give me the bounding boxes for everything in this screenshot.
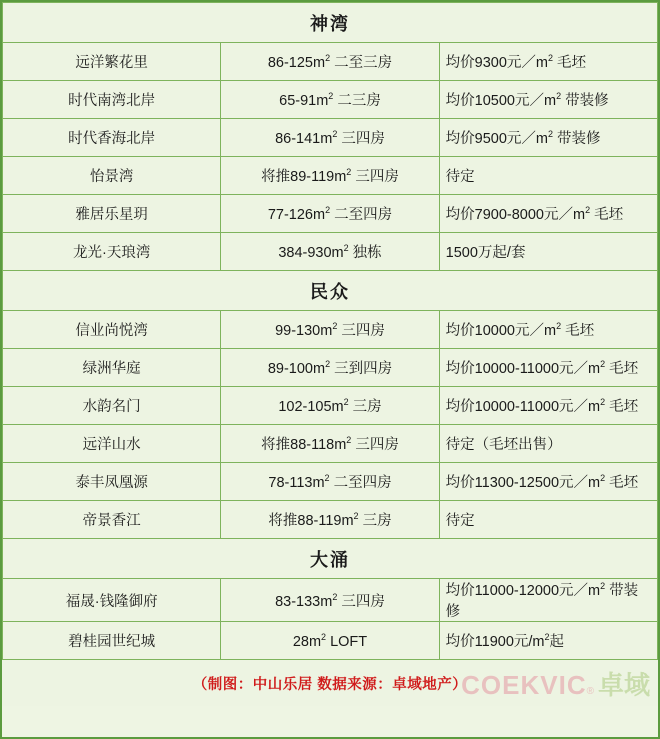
- table-row[interactable]: [3, 119, 658, 157]
- project-price: 待定: [439, 501, 657, 539]
- project-area: 将推$88-118m^2$ 三四房: [221, 425, 439, 463]
- section-header-row: [3, 539, 658, 579]
- project-area: $384-930m^2$ 独栋: [221, 233, 439, 271]
- project-name: 绿洲华庭: [3, 349, 221, 387]
- project-price: 均价7900-8000元$/m^2$ 毛坯: [439, 195, 657, 233]
- project-area: $86-141m^2$ 三四房: [221, 119, 439, 157]
- table-row[interactable]: [3, 349, 658, 387]
- project-price: 均价9300元$/m^2$ 毛坯: [439, 43, 657, 81]
- project-name: 远洋繁花里: [3, 43, 221, 81]
- section-title: 神湾: [3, 3, 658, 43]
- project-area: $28m^2$ LOFT: [221, 622, 439, 660]
- project-area: 将推$88-119m^2$ 三房: [221, 501, 439, 539]
- project-name: 碧桂园世纪城: [3, 622, 221, 660]
- table-row[interactable]: [3, 463, 658, 501]
- property-price-table: [2, 2, 658, 660]
- project-name: 信业尚悦湾: [3, 311, 221, 349]
- project-name: 龙光·天琅湾: [3, 233, 221, 271]
- table-body: [3, 3, 658, 660]
- project-price: 1500万起/套: [439, 233, 657, 271]
- project-area: 将推$89-119m^2$ 三四房: [221, 157, 439, 195]
- project-area: $102-105m^2$ 三房: [221, 387, 439, 425]
- table-row[interactable]: [3, 311, 658, 349]
- project-area: $77-126m^2$ 二至四房: [221, 195, 439, 233]
- section-header-row: [3, 271, 658, 311]
- project-price: 均价10000-11000元$/m^2$ 毛坯: [439, 349, 657, 387]
- project-area: $89-100m^2$ 三到四房: [221, 349, 439, 387]
- project-area: $86-125m^2$ 二至三房: [221, 43, 439, 81]
- section-header-row: [3, 3, 658, 43]
- table-row[interactable]: [3, 233, 658, 271]
- table-row[interactable]: [3, 387, 658, 425]
- footer: [2, 660, 658, 706]
- project-name: 时代南湾北岸: [3, 81, 221, 119]
- footer-credit: （制图：中山乐居 数据来源：卓域地产）: [192, 676, 468, 693]
- watermark-latin-text: COEKVIC: [461, 670, 587, 700]
- project-price: 均价9500元$/m^2$ 带装修: [439, 119, 657, 157]
- project-price: 均价10000-11000元$/m^2$ 毛坯: [439, 387, 657, 425]
- table-row[interactable]: [3, 579, 658, 622]
- project-name: 福晟·钱隆御府: [3, 579, 221, 622]
- table-row[interactable]: [3, 425, 658, 463]
- project-name: 帝景香江: [3, 501, 221, 539]
- project-name: 泰丰凤凰源: [3, 463, 221, 501]
- project-area: $83-133m^2$ 三四房: [221, 579, 439, 622]
- table-row[interactable]: [3, 43, 658, 81]
- project-price: 均价11300-12500元$/m^2$ 毛坯: [439, 463, 657, 501]
- watermark: [461, 665, 650, 702]
- table-row[interactable]: [3, 195, 658, 233]
- table-row[interactable]: [3, 81, 658, 119]
- project-name: 水韵名门: [3, 387, 221, 425]
- table-row[interactable]: [3, 501, 658, 539]
- project-price: 待定（毛坯出售）: [439, 425, 657, 463]
- project-area: $99-130m^2$ 三四房: [221, 311, 439, 349]
- registered-mark-icon: ®: [586, 686, 594, 697]
- project-price: 均价10500元$/m^2$ 带装修: [439, 81, 657, 119]
- section-title: 大涌: [3, 539, 658, 579]
- project-area: $78-113m^2$ 二至四房: [221, 463, 439, 501]
- project-price: 待定: [439, 157, 657, 195]
- project-price: 均价10000元$/m^2$ 毛坯: [439, 311, 657, 349]
- project-price: 均价11000-12000元$/m^2$ 带装修: [439, 579, 657, 622]
- watermark-chinese-text: 卓域: [597, 670, 650, 700]
- table-row[interactable]: [3, 622, 658, 660]
- project-name: 雅居乐星玥: [3, 195, 221, 233]
- project-area: $65-91m^2$ 二三房: [221, 81, 439, 119]
- project-name: 怡景湾: [3, 157, 221, 195]
- project-name: 时代香海北岸: [3, 119, 221, 157]
- table-row[interactable]: [3, 157, 658, 195]
- section-title: 民众: [3, 271, 658, 311]
- project-price: 均价11900元$/m^2$起: [439, 622, 657, 660]
- project-name: 远洋山水: [3, 425, 221, 463]
